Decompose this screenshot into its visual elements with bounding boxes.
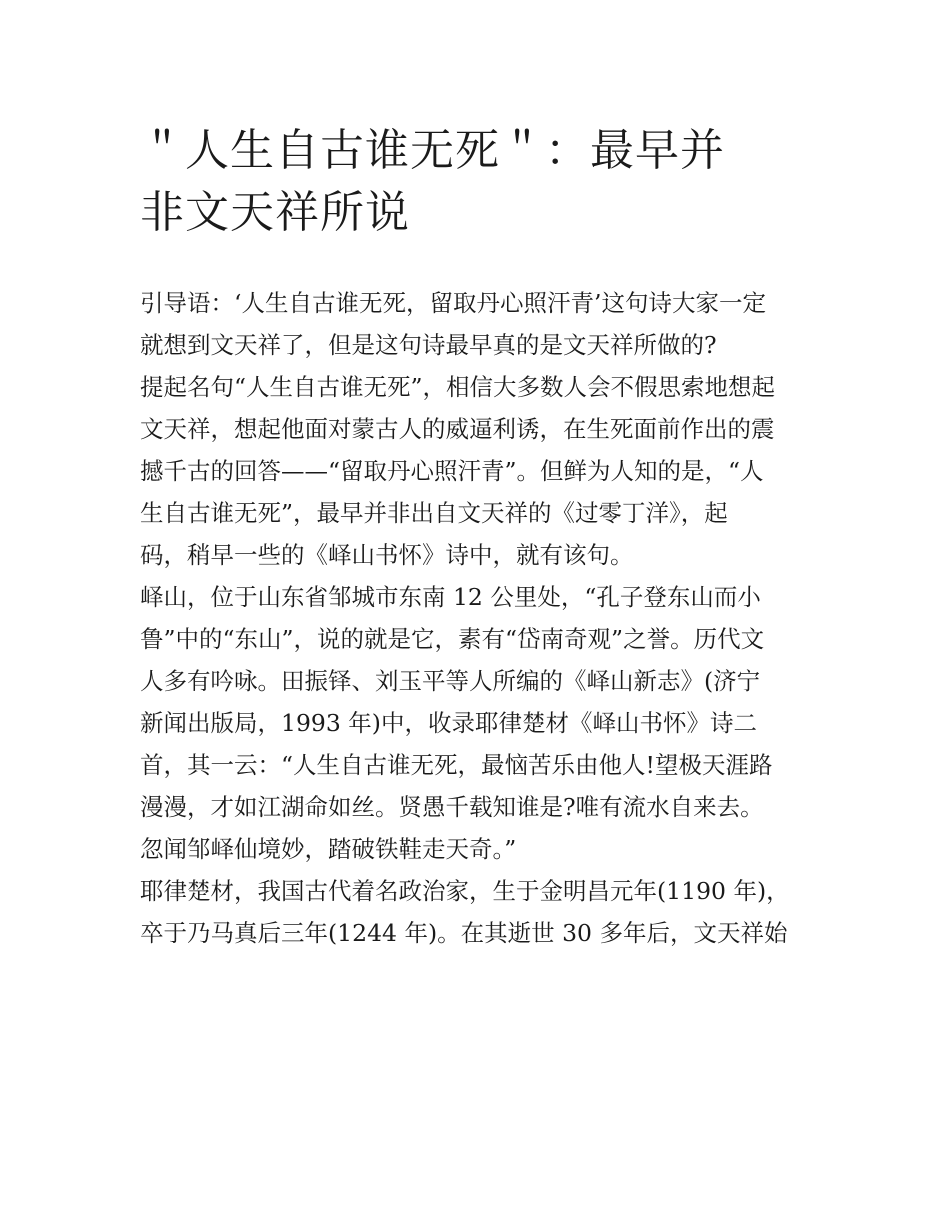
text-line: 提起名句“人生自古谁无死”，相信大多数人会不假思索地想起 — [140, 373, 776, 401]
text-line: 新闻出版局，1993 年)中，收录耶律楚材《峄山书怀》诗二 — [140, 709, 757, 737]
text-line: 引导语：‘人生自古谁无死，留取丹心照汗青’这句诗大家一定 — [140, 289, 766, 317]
text-line: 首，其一云：“人生自古谁无死，最恼苦乐由他人!望极天涯路 — [140, 751, 773, 779]
text-line: 峄山，位于山东省邹城市东南 12 公里处，“孔子登东山而小 — [140, 583, 761, 611]
text-line: 码，稍早一些的《峄山书怀》诗中，就有该句。 — [140, 541, 634, 569]
text-line: 人多有吟咏。田振铎、刘玉平等人所编的《峄山新志》(济宁 — [140, 667, 761, 695]
article-body — [140, 282, 830, 954]
text-line: 文天祥，想起他面对蒙古人的威逼利诱，在生死面前作出的震 — [140, 415, 775, 443]
text-line: 生自古谁无死”，最早并非出自文天祥的《过零丁洋》，起 — [140, 499, 728, 527]
text-line: 撼千古的回答——“留取丹心照汗青”。但鲜为人知的是，“人 — [140, 457, 764, 485]
title-line: 非文天祥所说 — [140, 187, 410, 238]
text-line: 卒于乃马真后三年(1244 年)。在其逝世 30 多年后，文天祥始 — [140, 919, 788, 947]
text-line: 鲁”中的“东山”，说的就是它，素有“岱南奇观”之誉。历代文 — [140, 625, 765, 653]
text-line: 漫漫，才如江湖命如丝。贤愚千载知谁是?唯有流水自来去。 — [140, 793, 764, 821]
text-line: 耶律楚材，我国古代着名政治家，生于金明昌元年(1190 年)， — [140, 877, 790, 905]
text-line: 忽闻邹峄仙境妙，踏破铁鞋走天奇。” — [140, 835, 517, 863]
text-line: 就想到文天祥了，但是这句诗最早真的是文天祥所做的? — [140, 331, 717, 359]
title-line: ＂人生自古谁无死＂：最早并 — [140, 125, 725, 176]
document-title — [140, 120, 820, 244]
